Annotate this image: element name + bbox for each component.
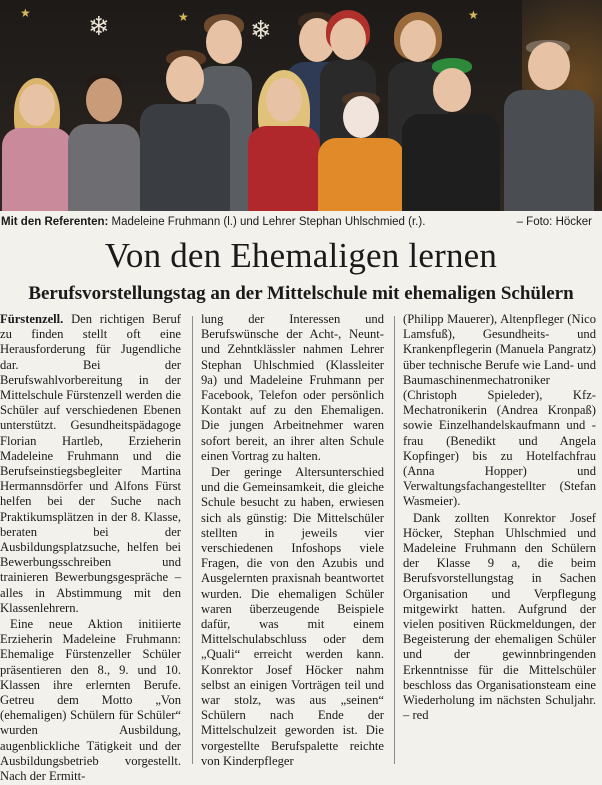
article-body <box>0 312 602 784</box>
person <box>248 70 320 211</box>
star-ornament-icon: ★ <box>20 6 31 20</box>
person <box>402 58 500 211</box>
star-ornament-icon: ★ <box>178 10 189 24</box>
person <box>504 40 594 211</box>
paragraph: Eine neue Aktion initiierte Erzieherin Madeleine Fruhmann: Ehemalige Fürstenzeller Schüler präsentieren den 8., 9. und 10. Klassen ihre erlernten Berufe. Getreu dem Motto „Von (ehemaligen) Schülern für Schüler“ wurden Ausbildung, augenblickliche Tätigkeit und der Ausbildungsbetrieb vorgestellt. Nach der Ermitt- <box>0 617 181 784</box>
column-divider <box>394 316 395 764</box>
column-divider <box>192 316 193 764</box>
photo-caption <box>0 213 602 231</box>
text-column-1 <box>0 312 181 785</box>
caption-lead: Mit den Referenten: <box>1 216 109 228</box>
person <box>318 92 404 211</box>
paragraph: lung der Interessen und Berufswünsche der Acht-, Neunt- und Zehntklässler nahmen Lehrer Stephan Uhlschmied (Klassleiter 9a) und Madeleine Fruhmann per Facebook, Telefon oder persönlich Kontakt auf zu den Ehemaligen. Die jungen Arbeitnehmer waren sofort bereit, an ihrer alten Schule einen Vortrag zu halten. <box>201 312 384 463</box>
paragraph: (Philipp Mauerer), Altenpfleger (Nico Lamsfuß), Gesundheits- und Krankenpflegerin (Manuela Pangratz) über technische Berufe wie Land- und Baumaschinenmechatroniker (Christoph Spieleder), Kfz-Mechatronikerin (Andrea Kronpaß) sowie Einzelhandelskaufmann und -frau (Benedikt und Angela Kopfinger) bis zu Hotelfachfrau (Anna Hopper) und Verwaltungsfachangestellter (Stefan Wasmeier). <box>403 312 596 509</box>
dateline: Fürstenzell. <box>0 312 64 326</box>
paragraph: Der geringe Altersunterschied und die Gemeinsamkeit, die gleiche Schule besucht zu haben, erwiesen sich als günstig: Die Mittelschüler stellten in jeweils vier verschiedenen Infoshops viele Fragen, die von den Azubis und Ausgelernten praxisnah beantwortet wurden. Die ehemaligen Schüler waren überzeugende Beispiele dafür, was mit einem Mittelschulabschluss oder dem „Quali“ erreicht werden kann. Konrektor Josef Höcker nahm selbst an einigen Vorträgen teil und war stolz, was aus „seinen“ Schülern nach Ende der Mittelschulzeit geworden ist. Die vorgestellte Berufspalette reichte von Kinderpfleger <box>201 465 384 768</box>
caption-text: Madeleine Fruhmann (l.) und Lehrer Stephan Uhlschmied (r.). <box>108 216 426 228</box>
text-column-2 <box>201 312 384 770</box>
person <box>2 78 72 211</box>
person <box>68 74 140 211</box>
article-headline: Von den Ehemaligen lernen <box>104 236 498 275</box>
star-ornament-icon: ★ <box>468 8 479 22</box>
paragraph: Fürstenzell. Den richtigen Beruf zu finden stellt oft eine Herausforderung für Jugendliche dar. Bei der Berufswahlvorbereitung in der Mittelschule Fürstenzell werden die Schüler auf verschiedenen Ebenen unterstützt. Gesundheitspädagoge Florian Hartleb, Erzieherin Madeleine Fruhmann und die Berufseinstiegsbegleiter Martina Hermannsdörfer und Alfons Fürst helfen bei der Suche nach Praktikumsplätzen in der 8. Klasse, beraten bei der Ausbildungsplatzsuche, helfen bei Bewerbungsschreiben und trainieren Bewerbungsgespräche – alles in Abstimmung mit den Klassenlehrern. <box>0 312 181 615</box>
group-photo <box>0 0 602 211</box>
article-subheadline: Berufsvorstellungstag an der Mittelschule mit ehemaligen Schülern <box>28 283 574 304</box>
text-column-3 <box>403 312 596 724</box>
snowflake-ornament-icon: ❄ <box>88 12 110 42</box>
snowflake-ornament-icon: ❄ <box>250 16 272 46</box>
paragraph: Dank zollten Konrektor Josef Höcker, Stephan Uhlschmied und Madeleine Fruhmann den Schülern der Klasse 9 a, die beim Berufsvorstellungstag in Sachen Organisation und Verpflegung mitgewirkt hatten. Aufgrund der vielen positiven Rückmeldungen, der Begeisterung der ehemaligen Schüler und der gewinnbringenden Erkenntnisse für die Mittelschüler beschloss das Organisationsteam eine Wiederholung im nächsten Schuljahr. – red <box>403 510 596 723</box>
photo-credit: – Foto: Höcker <box>516 216 592 228</box>
person <box>140 50 230 211</box>
